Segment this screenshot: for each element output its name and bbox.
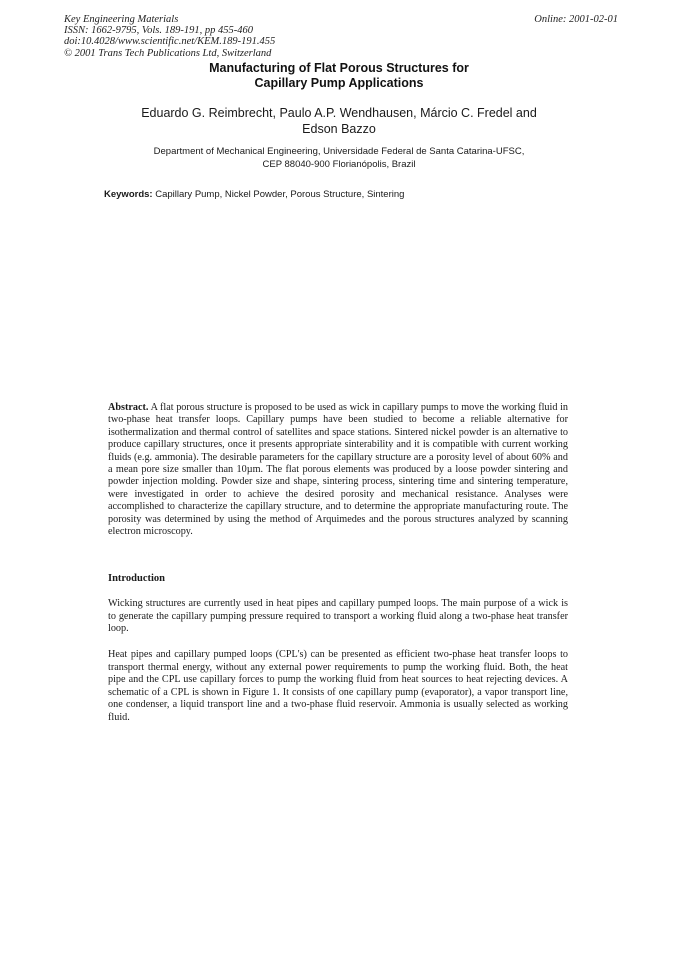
keywords-label: Keywords: (104, 189, 153, 200)
affiliation (0, 146, 678, 171)
authors-line-2: Edson Bazzo (302, 122, 376, 136)
title-line-1: Manufacturing of Flat Porous Structures for (209, 61, 469, 75)
journal-name: Key Engineering Materials (64, 14, 179, 25)
introduction-heading: Introduction (108, 573, 165, 584)
keywords-text: Capillary Pump, Nickel Powder, Porous Structure, Sintering (155, 189, 405, 200)
abstract (108, 402, 568, 538)
author-list (0, 105, 678, 137)
paper-title (0, 61, 678, 91)
publication-header (64, 14, 275, 59)
affiliation-line-1: Department of Mechanical Engineering, Universidade Federal de Santa Catarina-UFSC, (153, 146, 525, 157)
title-line-2: Capillary Pump Applications (254, 76, 424, 90)
keywords (104, 189, 404, 200)
affiliation-line-2: CEP 88040-900 Florianópolis, Brazil (262, 158, 416, 170)
online-date: Online: 2001-02-01 (534, 14, 618, 25)
abstract-text: A flat porous structure is proposed to be used as wick in capillary pumps to move the working fluid in two-phase heat transfer loops. Capillary pumps have been studied to become a reliable alternative for isothermalization and thermal control of satellites and space stations. Sintered nickel powder is an alternative to produce capillary structures, once it presents appropriate sinterability and it is compatible with current working fluids (e.g. ammonia). The desirable parameters for the capillary structure are a porosity level of about 60% and a mean pore size smaller than 10µm. The flat porous elements was produced by a loose powder sintering and powder injection molding. Powder size and shape, sintering process, sintering time and sintering temperature, were investigated in order to achieve the desired porosity and mechanical resistance. Analyses were accomplished to characterize the capillary structure, and to determine the appropriate manufacturing route. The porosity was determined by using the method of Arquimedes and the porous structures analyzed by scanning electron microscopy. (108, 402, 569, 538)
copyright-line: © 2001 Trans Tech Publications Ltd, Switzerland (64, 47, 272, 59)
introduction-paragraph-2: Heat pipes and capillary pumped loops (CPL's) can be presented as efficient two-phase heat transfer loops to transport thermal energy, without any external power requirements to pump the working fluid. Both, the heat pipe and the CPL use capillary forces to pump the working fluid from heat sources to heat rejecting devices. A schematic of a CPL is shown in Figure 1. It consists of one capillary pump (evaporator), a vapor transport line, one condenser, a liquid transport line and a two-phase fluid reservoir. Ammonia is usually selected as working fluid. (108, 649, 568, 723)
doi-line[interactable]: doi:10.4028/www.scientific.net/KEM.189-191.455 (64, 36, 276, 48)
authors-line-1: Eduardo G. Reimbrecht, Paulo A.P. Wendhausen, Márcio C. Fredel and (141, 106, 537, 120)
issn-line: ISSN: 1662-9795, Vols. 189-191, pp 455-460 (64, 25, 253, 37)
abstract-label: Abstract. (108, 402, 149, 413)
introduction-paragraph-1: Wicking structures are currently used in heat pipes and capillary pumped loops. The main purpose of a wick is to generate the capillary pumping pressure required to transport a working fluid along a two-phase heat transfer loop. (108, 598, 568, 635)
